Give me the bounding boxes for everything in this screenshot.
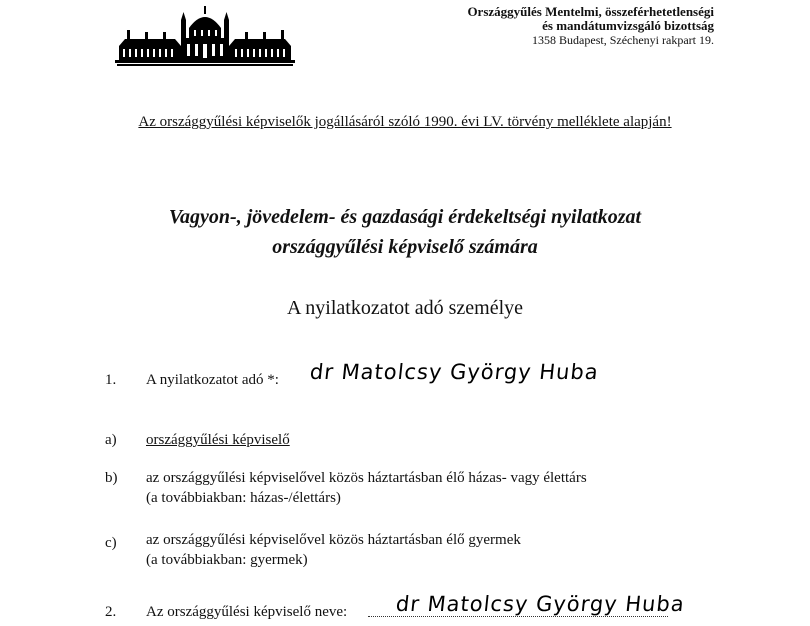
law-reference: Az országgyűlési képviselők jogállásáról szóló 1990. évi LV. törvény melléklete alapján! (138, 114, 672, 130)
item-b-letter: b) (105, 470, 118, 486)
item-2-dotted-line (368, 616, 668, 617)
section-title: A nyilatkozatot adó személye (286, 297, 524, 319)
item-a-letter: a) (105, 432, 117, 448)
title-line-1: Vagyon-, jövedelem- és gazdasági érdekeltségi nyilatkozat (168, 206, 642, 228)
document-title (0, 202, 810, 262)
item-c-letter: c) (105, 535, 117, 551)
parliament-logo (115, 6, 295, 72)
header-line-1: Országgyűlés Mentelmi, összeférhetetlenségi (467, 4, 714, 19)
header-line-2: és mandátumvizsgáló bizottság (542, 18, 714, 33)
item-2-label: Az országgyűlési képviselő neve: (146, 604, 348, 620)
title-line-2: országgyűlési képviselő számára (272, 236, 538, 258)
item-2-number: 2. (105, 604, 117, 620)
item-c-line-1: az országgyűlési képviselővel közös háztartásban élő gyermek (146, 532, 521, 548)
item-b-line-2: (a továbbiakban: házas-/élettárs) (146, 490, 341, 506)
item-b-line-1: az országgyűlési képviselővel közös háztartásban élő házas- vagy élettárs (146, 470, 587, 486)
item-1-label: A nyilatkozatot adó *: (146, 372, 279, 388)
item-1-handwritten-name: dr Matolcsy György Huba (308, 360, 600, 384)
item-c-text (146, 530, 521, 570)
item-a-label: országgyűlési képviselő (146, 432, 290, 448)
committee-header (467, 5, 714, 47)
item-b-text (146, 468, 587, 508)
item-c-line-2: (a továbbiakban: gyermek) (146, 552, 308, 568)
header-address: 1358 Budapest, Széchenyi rakpart 19. (532, 33, 714, 47)
item-2-handwritten-name: dr Matolcsy György Huba (394, 592, 686, 616)
item-1-number: 1. (105, 372, 117, 388)
